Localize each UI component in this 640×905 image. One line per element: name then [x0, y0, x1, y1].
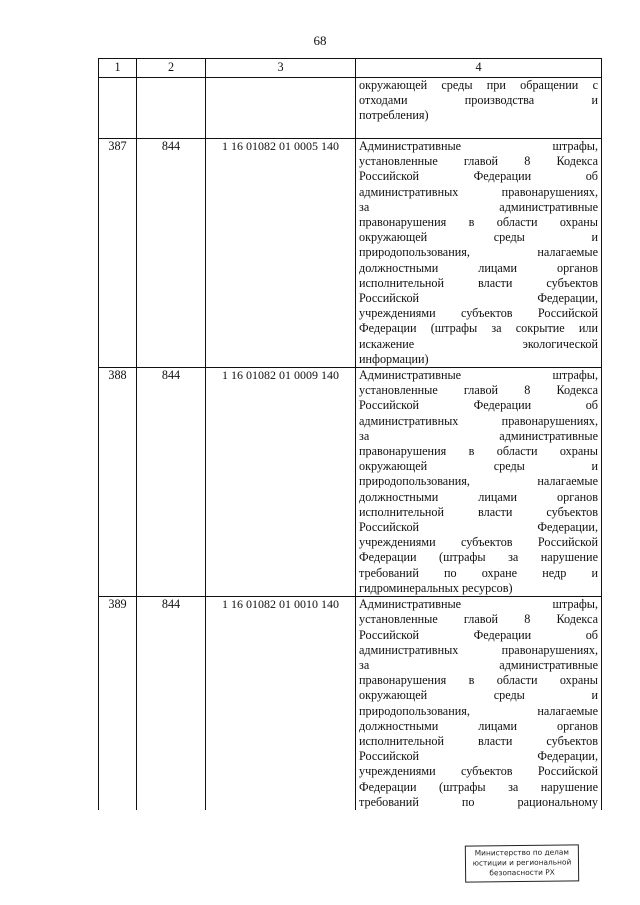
cell-agency: 844 — [137, 368, 206, 597]
description-line: установленные главой 8 Кодекса — [359, 154, 598, 169]
cell-agency: 844 — [137, 139, 206, 368]
budget-codes-table — [98, 58, 602, 810]
description-line: информации) — [359, 351, 429, 366]
description-line: окружающей среды и — [359, 459, 598, 474]
description-line: Федерации (штрафы за нарушение — [359, 550, 598, 565]
description-line: за административные — [359, 657, 598, 672]
description-line: административных правонарушениях, — [359, 184, 598, 199]
description-line: учреждениями субъектов Российской — [359, 764, 598, 779]
description-line: исполнительной власти субъектов — [359, 733, 598, 748]
cell-agency — [137, 78, 206, 139]
table-row — [99, 139, 602, 368]
description-line: Российской Федерации об — [359, 627, 598, 642]
column-header-1: 1 — [99, 59, 137, 78]
description-line: исполнительной власти субъектов — [359, 275, 598, 290]
cell-description — [356, 597, 602, 810]
cell-num: 389 — [99, 597, 137, 810]
table-row — [99, 368, 602, 597]
description-line: правонарушения в области охраны — [359, 444, 598, 459]
description-line: Административные штрафы, — [359, 139, 598, 153]
cell-agency: 844 — [137, 597, 206, 810]
stamp-line: юстиции и региональной — [472, 857, 572, 868]
description-line: требований по рациональному — [359, 794, 598, 809]
page-number: 68 — [313, 33, 327, 48]
stamp-line: безопасности РХ — [489, 867, 555, 878]
description-line: Федерации (штрафы за нарушение — [359, 779, 598, 794]
description-line: искажение экологической — [359, 336, 598, 351]
description-line: административных правонарушениях, — [359, 413, 598, 428]
description-line: окружающей среды при обращении с — [359, 78, 598, 92]
description-line: учреждениями субъектов Российской — [359, 306, 598, 321]
description-line: Российской Федерации, — [359, 749, 598, 764]
description-line: установленные главой 8 Кодекса — [359, 612, 598, 627]
cell-code: 1 16 01082 01 0009 140 — [206, 368, 356, 597]
description-line: за административные — [359, 199, 598, 214]
table-row-continuation — [99, 78, 602, 139]
cell-description — [356, 368, 602, 597]
cell-num: 387 — [99, 139, 137, 368]
description-line: Федерации (штрафы за сокрытие или — [359, 321, 598, 336]
description-line: окружающей среды и — [359, 688, 598, 703]
cell-code — [206, 78, 356, 139]
description-line: должностными лицами органов — [359, 260, 598, 275]
cell-num: 388 — [99, 368, 137, 597]
description-line: гидроминеральных ресурсов) — [359, 580, 513, 595]
description-line: административных правонарушениях, — [359, 642, 598, 657]
description-line: должностными лицами органов — [359, 489, 598, 504]
cell-description — [356, 78, 602, 139]
description-line: потребления) — [359, 108, 429, 123]
table-header-row — [99, 59, 602, 78]
cell-code: 1 16 01082 01 0005 140 — [206, 139, 356, 368]
description-line: учреждениями субъектов Российской — [359, 535, 598, 550]
cell-description — [356, 139, 602, 368]
table-row — [99, 597, 602, 810]
description-line: Российской Федерации об — [359, 169, 598, 184]
description-line: природопользования, налагаемые — [359, 245, 598, 260]
description-line: должностными лицами органов — [359, 718, 598, 733]
description-line: отходами производства и — [359, 93, 598, 108]
description-line: Административные штрафы, — [359, 368, 598, 383]
description-line: Российской Федерации, — [359, 520, 598, 535]
description-line: природопользования, налагаемые — [359, 474, 598, 489]
ministry-stamp — [465, 844, 579, 882]
description-line: правонарушения в области охраны — [359, 673, 598, 688]
description-line: установленные главой 8 Кодекса — [359, 383, 598, 398]
description-line: требований по охране недр и — [359, 565, 598, 580]
column-header-2: 2 — [137, 59, 206, 78]
description-line: окружающей среды и — [359, 230, 598, 245]
description-line: исполнительной власти субъектов — [359, 504, 598, 519]
cell-num — [99, 78, 137, 139]
description-line: Российской Федерации об — [359, 398, 598, 413]
description-line: Российской Федерации, — [359, 291, 598, 306]
column-header-3: 3 — [206, 59, 356, 78]
stamp-line: Министерство по делам — [474, 847, 570, 858]
cell-code: 1 16 01082 01 0010 140 — [206, 597, 356, 810]
description-line: за административные — [359, 428, 598, 443]
description-line: Административные штрафы, — [359, 597, 598, 612]
column-header-4: 4 — [356, 59, 602, 78]
description-line: правонарушения в области охраны — [359, 215, 598, 230]
description-line: природопользования, налагаемые — [359, 703, 598, 718]
